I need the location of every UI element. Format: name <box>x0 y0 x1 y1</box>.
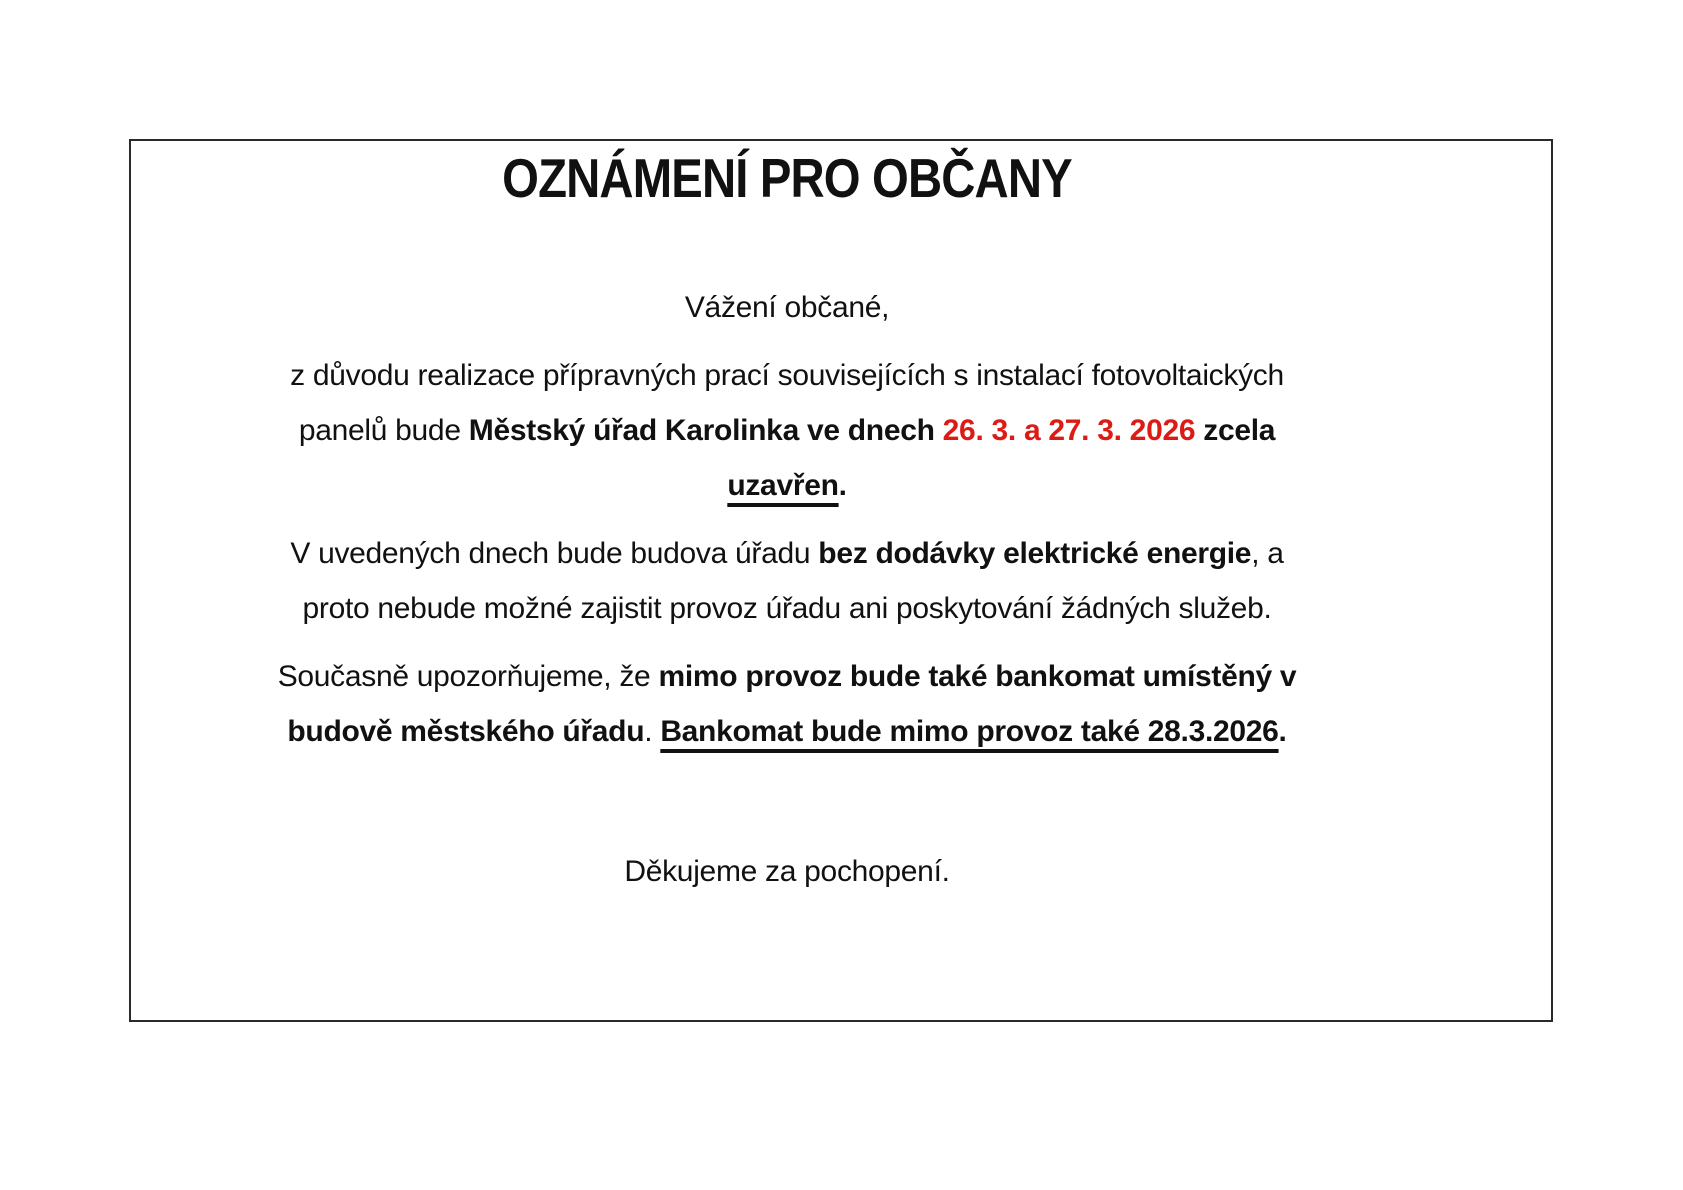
text-line <box>133 348 1441 403</box>
text-segment: Městský úřad Karolinka ve dnech <box>468 414 943 447</box>
text-segment: budově městského úřadu <box>287 715 645 748</box>
text-segment: zcela <box>1195 414 1276 447</box>
text-line <box>133 403 1441 458</box>
text-line <box>133 649 1441 704</box>
text-segment: , a <box>1251 537 1284 570</box>
notice-paragraph <box>133 649 1441 759</box>
text-segment: mimo provoz bude také bankomat umístěný v <box>658 660 1297 693</box>
text-line <box>133 704 1441 759</box>
notice-title: OZNÁMENÍ PRO OBČANY <box>502 147 1072 209</box>
text-segment: . <box>644 715 661 748</box>
text-segment: Současně upozorňujeme, že <box>277 660 659 693</box>
text-segment: bez dodávky elektrické energie <box>818 537 1252 570</box>
text-segment: z důvodu realizace přípravných prací souvisejících s instalací fotovoltaických <box>290 359 1284 392</box>
notice-body <box>133 348 1441 759</box>
text-line <box>133 526 1441 581</box>
notice-paragraph <box>133 526 1441 636</box>
notice-paragraph <box>133 348 1441 513</box>
text-segment: proto nebude možné zajistit provoz úřadu ani poskytování žádných služeb. <box>302 592 1272 625</box>
notice-border-box <box>129 139 1553 1022</box>
text-segment: panelů bude <box>298 414 469 447</box>
text-segment: Bankomat bude mimo provoz také 28.3.2026 <box>660 715 1279 748</box>
text-segment: . <box>1278 715 1287 748</box>
text-segment: . <box>838 469 847 502</box>
text-line <box>133 581 1441 636</box>
notice-greeting: Vážení občané, <box>684 291 890 324</box>
text-segment: V uvedených dnech bude budova úřadu <box>290 537 819 570</box>
text-segment: 26. 3. a 27. 3. 2026 <box>942 414 1196 447</box>
notice-closing: Děkujeme za pochopení. <box>624 855 950 888</box>
notice-content <box>131 141 1551 1020</box>
text-segment: uzavřen <box>727 469 839 502</box>
text-line <box>133 458 1441 513</box>
